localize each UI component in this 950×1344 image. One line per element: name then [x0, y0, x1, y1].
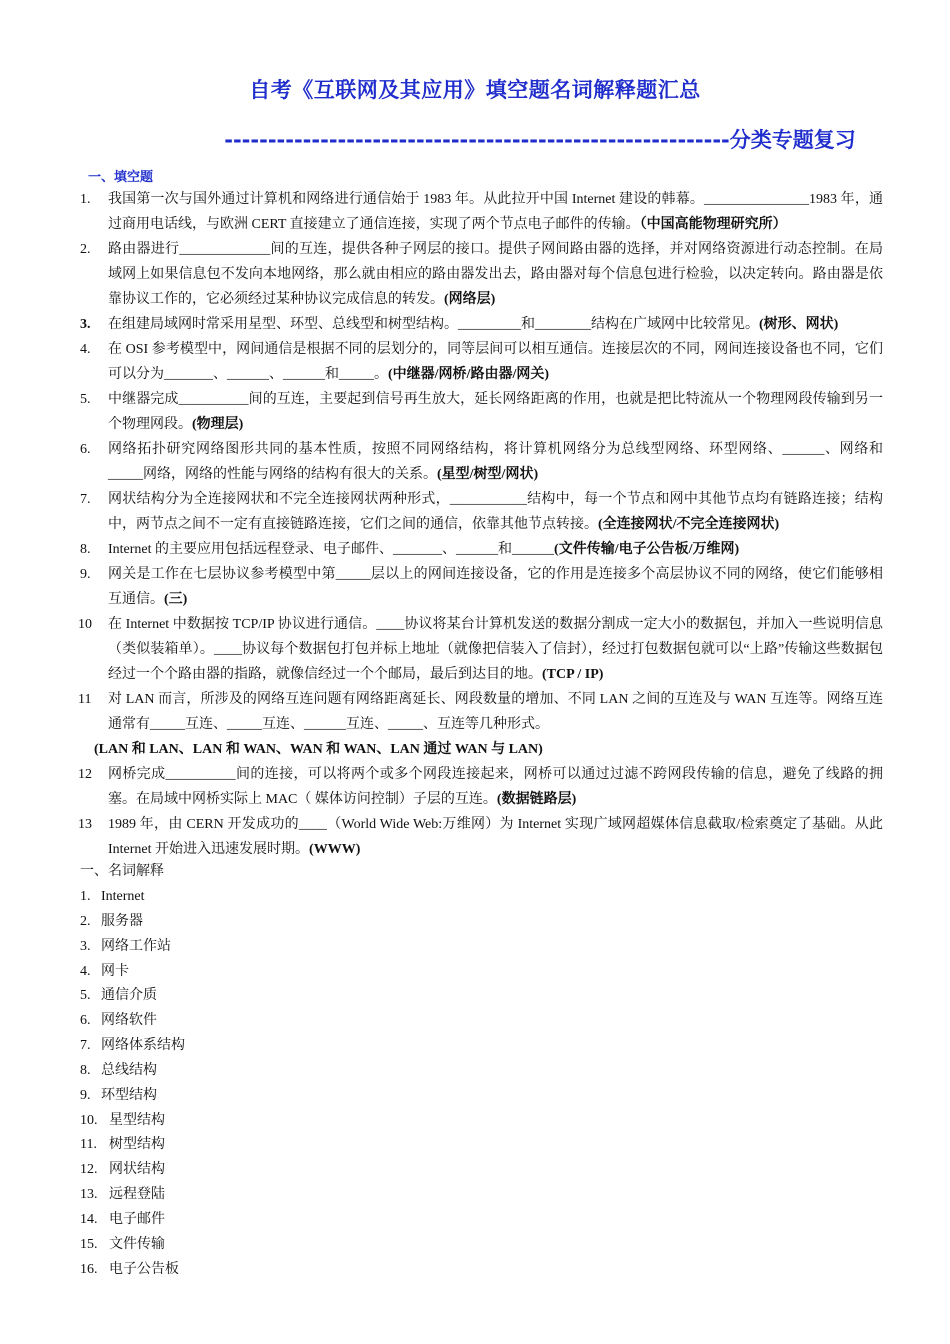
term-item	[80, 1232, 185, 1257]
question-number: 6.	[80, 442, 91, 457]
term-label: 星型结构	[109, 1112, 165, 1128]
question-number: 1.	[80, 192, 91, 207]
term-label: 树型结构	[109, 1137, 165, 1153]
term-item	[80, 1182, 185, 1207]
term-label: 远程登陆	[109, 1187, 165, 1203]
question-text: 在 Internet 中数据按 TCP/IP 协议进行通信。____协议将某台计算机发送的数据分割成一定大小的数据包，并加入一些说明信息（类似装箱单）。____协议每个数据包打包并标上地址（就像把信装入了信封），经过打包数据包就可以“上路”传输这些数据包经过一个个路由器的指路，就像信经过一个个邮局，最后到达目的地。	[108, 617, 883, 682]
section-heading-fill-blank: 一、填空题	[88, 170, 154, 185]
term-label: 网状结构	[109, 1162, 165, 1178]
question-text: 1989 年，由 CERN 开发成功的____（World Wide Web:万维网）为 Internet 实现广域网超媒体信息截取/检索奠定了基础。从此 Internet 开始进入迅速发展时期。	[108, 817, 883, 857]
question-item	[80, 237, 883, 312]
question-text: 网关是工作在七层协议参考模型中第_____层以上的网间连接设备，它的作用是连接多个高层协议不同的网络，使它们能够相互通信。	[108, 567, 883, 607]
term-label: 网络工作站	[101, 938, 171, 954]
term-label: 总线结构	[101, 1062, 157, 1078]
question-item	[78, 812, 883, 862]
question-text: 对 LAN 而言，所涉及的网络互连问题有网络距离延长、网段数量的增加、不同 LAN 之间的互连及与 WAN 互连等。网络互连通常有_____互连、_____互连、______互连、_____、互连等几种形式。	[108, 692, 883, 732]
term-label: 网络体系结构	[101, 1038, 185, 1054]
term-number: 7.	[80, 1038, 91, 1054]
question-item	[80, 187, 883, 237]
term-item	[80, 1108, 185, 1133]
question-answer: (WWW)	[309, 842, 361, 857]
question-number: 3.	[80, 317, 91, 332]
term-number: 14.	[80, 1211, 98, 1227]
term-item	[80, 934, 185, 959]
question-item	[78, 612, 883, 687]
question-answer: (文件传输/电子公告板/万维网)	[554, 542, 740, 557]
question-item	[78, 687, 883, 737]
question-answer: (TCP / IP)	[542, 667, 604, 682]
question-item	[80, 537, 883, 562]
question-answer: (全连接网状/不完全连接网状)	[598, 517, 780, 532]
question-answer: (LAN 和 LAN、LAN 和 WAN、WAN 和 WAN、LAN 通过 WAN 与 LAN)	[94, 742, 543, 757]
question-text: Internet 的主要应用包括远程登录、电子邮件、_______、______和______	[108, 542, 555, 557]
question-answer: (树形、网状)	[759, 317, 839, 332]
question-number: 7.	[80, 492, 91, 507]
question-answer: (网络层)	[444, 292, 496, 307]
term-label: 通信介质	[101, 988, 157, 1004]
question-item	[78, 762, 883, 812]
term-number: 8.	[80, 1062, 91, 1078]
term-number: 10.	[80, 1112, 98, 1128]
question-text: 网络拓扑研究网络图形共同的基本性质，按照不同网络结构，将计算机网络分为总线型网络、环型网络、______、网络和_____网络，网络的性能与网络的结构有很大的关系。	[108, 442, 883, 482]
term-number: 4.	[80, 963, 91, 979]
page-title: 自考《互联网及其应用》填空题名词解释题汇总	[249, 78, 701, 102]
question-number: 11	[78, 692, 92, 707]
term-number: 2.	[80, 913, 91, 929]
term-label: Internet	[101, 889, 145, 904]
question-number: 5.	[80, 392, 91, 407]
term-item	[80, 1157, 185, 1182]
term-item	[80, 1257, 185, 1282]
question-text: 在 OSI 参考模型中，网间通信是根据不同的层划分的，同等层间可以相互通信。连接层次的不同，网间连接设备也不同，它们可以分为_______、______、______和_____。	[108, 342, 883, 382]
question-text: 路由器进行_____________间的互连，提供各种子网层的接口。提供子网间路由器的选择，并对网络资源进行动态控制。在局域网上如果信息包不发向本地网络，那么就由相应的路由器发出去，路由器对每个信息包进行检验，以决定转向。路由器是依靠协议工作的，它必须经过某种协议完成信息的转发。	[108, 242, 883, 307]
term-item	[80, 983, 185, 1008]
term-label: 电子邮件	[109, 1211, 165, 1227]
question-item	[80, 337, 883, 387]
question-number: 4.	[80, 342, 91, 357]
term-item	[80, 1008, 185, 1033]
question-number: 10	[78, 617, 92, 632]
term-item	[80, 1033, 185, 1058]
question-text: 在组建局域网时常采用星型、环型、总线型和树型结构。_________和________结构在广域网中比较常见。	[108, 317, 759, 332]
question-number: 8.	[80, 542, 91, 557]
question-number: 9.	[80, 567, 91, 582]
term-item	[80, 1058, 185, 1083]
question-answer: (中继器/网桥/路由器/网关)	[388, 367, 549, 382]
term-number: 13.	[80, 1187, 98, 1203]
question-item	[80, 487, 883, 537]
term-number: 11.	[80, 1137, 97, 1153]
term-number: 9.	[80, 1087, 91, 1103]
page-subtitle: ----------------------------------------------------------分类专题复习	[224, 128, 856, 152]
term-label: 网络软件	[101, 1013, 157, 1029]
term-label: 服务器	[101, 913, 143, 929]
question-answer: (物理层)	[192, 417, 244, 432]
term-number: 1.	[80, 889, 91, 904]
question-answer: （中国高能物理研究所）	[639, 217, 787, 232]
question-item	[80, 562, 883, 612]
term-item	[80, 1132, 185, 1157]
term-item	[80, 1083, 185, 1108]
term-item	[80, 884, 185, 909]
term-number: 12.	[80, 1162, 98, 1178]
question-number: 2.	[80, 242, 91, 257]
term-item	[80, 959, 185, 984]
fill-blank-list	[0, 187, 950, 862]
question-item	[80, 312, 883, 337]
term-label: 文件传输	[109, 1236, 165, 1252]
question-answer: (星型/树型/网状)	[437, 467, 539, 482]
term-item	[80, 1207, 185, 1232]
term-label: 环型结构	[101, 1087, 157, 1103]
question-item	[80, 437, 883, 487]
term-list	[80, 884, 185, 1282]
question-text: 我国第一次与国外通过计算机和网络进行通信始于 1983 年。从此拉开中国 Internet 建设的韩幕。_______________1983 年，通过商用电话线，与欧洲 CERT 直接建立了通信连接，实现了两个节点电子邮件的传输。	[108, 192, 883, 232]
question-item	[80, 387, 883, 437]
question-answer: (数据链路层)	[496, 792, 577, 807]
question-number: 12	[78, 767, 92, 782]
question-number: 13	[78, 817, 92, 832]
question-text: 网桥完成__________间的连接，可以将两个或多个网段连接起来，网桥可以通过过滤不跨网段传输的信息，避免了线路的拥塞。在局域中网桥实际上 MAC（ 媒体访问控制）子层的互连。	[108, 767, 883, 807]
term-label: 电子公告板	[109, 1261, 179, 1277]
term-item	[80, 909, 185, 934]
question-text: 网状结构分为全连接网状和不完全连接网状两种形式，___________结构中，每一个节点和网中其他节点均有链路连接；结构中，两节点之间不一定有直接链路连接，它们之间的通信，依靠其他节点转接。	[108, 492, 883, 532]
term-number: 16.	[80, 1261, 98, 1277]
question-answer: (三)	[164, 592, 188, 607]
term-label: 网卡	[101, 963, 129, 979]
section-heading-terms: 一、名词解释	[80, 864, 164, 879]
term-number: 6.	[80, 1013, 91, 1029]
question-text: 中继器完成__________间的互连，主要起到信号再生放大，延长网络距离的作用，也就是把比特流从一个物理网段传输到另一个物理网段。	[108, 392, 883, 432]
term-number: 15.	[80, 1236, 98, 1252]
term-number: 5.	[80, 988, 91, 1004]
term-number: 3.	[80, 938, 91, 954]
